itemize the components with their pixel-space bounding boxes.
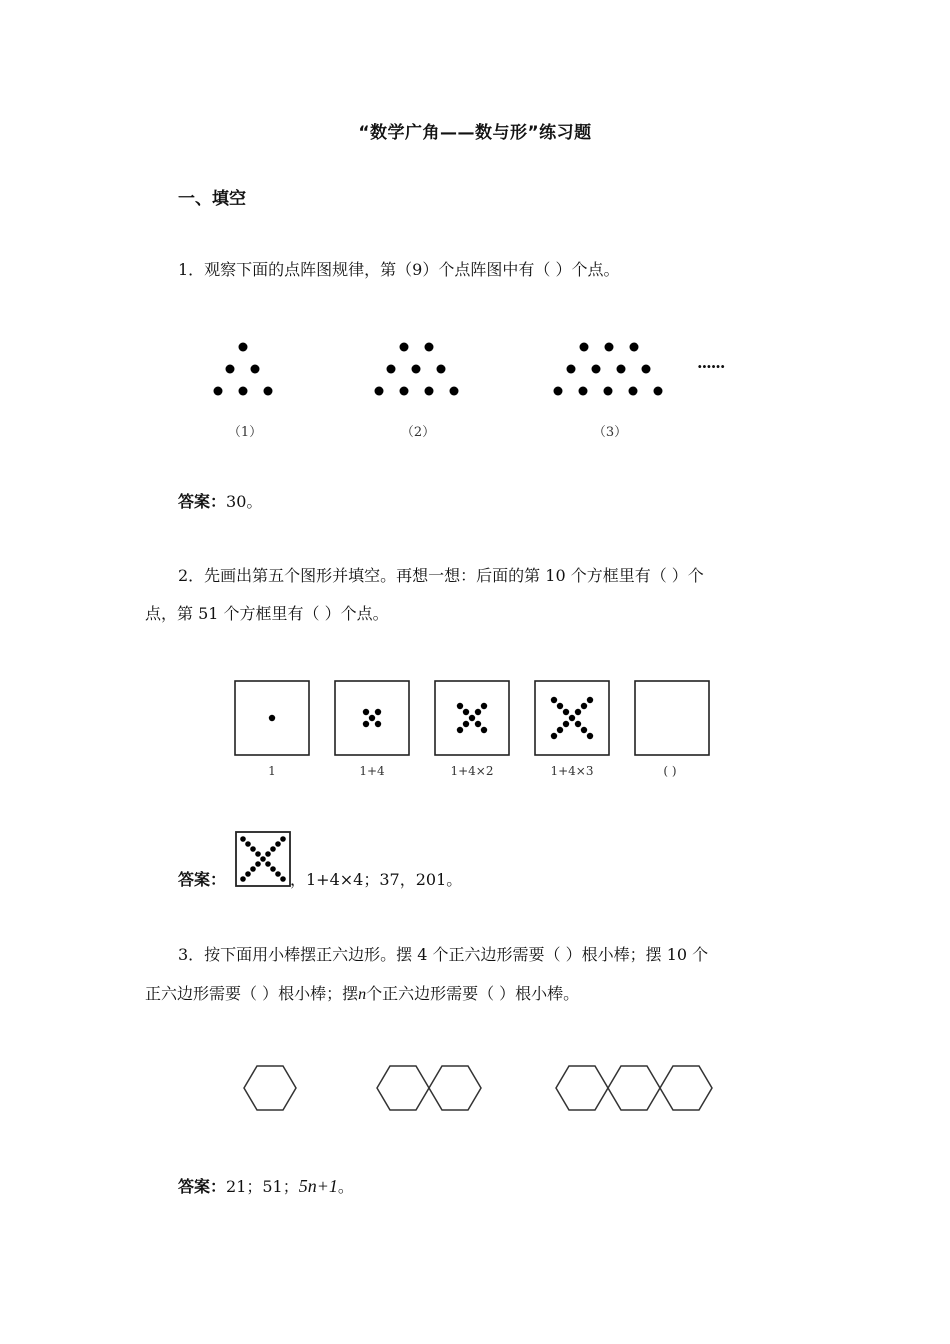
question-3-line-1: 3．按下面用小棒摆正六边形。摆 4 个正六边形需要（ ）根小棒；摆 10 个 bbox=[178, 945, 709, 964]
dot bbox=[437, 365, 446, 374]
q3-line2-part-b: 个正六边形需要（ ）根小棒。 bbox=[366, 984, 580, 1003]
dot bbox=[630, 343, 639, 352]
question-3-line-2 bbox=[145, 983, 579, 1006]
dot bbox=[214, 387, 223, 396]
dot bbox=[617, 365, 626, 374]
dot bbox=[604, 387, 613, 396]
box-label-2: 1+4 bbox=[359, 764, 385, 778]
dot bbox=[425, 387, 434, 396]
dot bbox=[226, 365, 235, 374]
dot bbox=[580, 343, 589, 352]
hexagon-figures bbox=[230, 1050, 730, 1130]
hexagon bbox=[660, 1066, 712, 1110]
answer-value: 21；51； bbox=[226, 1177, 299, 1196]
dot bbox=[592, 365, 601, 374]
answer-formula: 5n+1 bbox=[298, 1176, 338, 1196]
dot bbox=[387, 365, 396, 374]
answer-2-label bbox=[178, 869, 226, 891]
answer-1 bbox=[178, 491, 262, 513]
hexagon bbox=[244, 1066, 296, 1110]
dot bbox=[239, 343, 248, 352]
dot bbox=[400, 343, 409, 352]
dot bbox=[400, 387, 409, 396]
dot bbox=[450, 387, 459, 396]
variable-n: n bbox=[358, 986, 367, 1003]
dot bbox=[579, 387, 588, 396]
dot bbox=[654, 387, 663, 396]
question-2-line-1: 2．先画出第五个图形并填空。再想一想：后面的第 10 个方框里有（ ）个 bbox=[178, 566, 704, 585]
question-2-line-2: 点，第 51 个方框里有（ ）个点。 bbox=[145, 604, 389, 623]
ellipsis: ······ bbox=[697, 357, 725, 376]
answer-label: 答案： bbox=[178, 492, 227, 511]
dot bbox=[629, 387, 638, 396]
box-label-4: 1+4×3 bbox=[550, 764, 594, 778]
answer-label: 答案： bbox=[178, 870, 227, 889]
dot bbox=[425, 343, 434, 352]
figure-label-2: （2） bbox=[400, 425, 436, 440]
dot bbox=[554, 387, 563, 396]
hexagon bbox=[429, 1066, 481, 1110]
answer-label: 答案： bbox=[178, 1177, 227, 1196]
question-1-text: 1．观察下面的点阵图规律，第（9）个点阵图中有（ ）个点。 bbox=[178, 260, 620, 279]
dot bbox=[375, 387, 384, 396]
box-label-5: ( ) bbox=[663, 764, 677, 778]
dot bbox=[642, 365, 651, 374]
answer-end: 。 bbox=[337, 1177, 354, 1196]
hexagon bbox=[608, 1066, 660, 1110]
dot bbox=[567, 365, 576, 374]
answer-value: 30。 bbox=[226, 492, 263, 511]
dot bbox=[239, 387, 248, 396]
box-label-3: 1+4×2 bbox=[450, 764, 494, 778]
square-dot-figures bbox=[230, 676, 720, 760]
hexagon bbox=[556, 1066, 608, 1110]
box-label-1: 1 bbox=[268, 764, 276, 778]
answer-3 bbox=[178, 1175, 354, 1198]
square-box-5-empty bbox=[635, 681, 709, 755]
dot bbox=[605, 343, 614, 352]
answer-2-value: ，1+4×4；37，201。 bbox=[290, 870, 463, 889]
figure-label-3: （3） bbox=[592, 425, 628, 440]
q3-line2-part-a: 正六边形需要（ ）根小棒；摆 bbox=[145, 984, 359, 1003]
answer-square-figure bbox=[234, 830, 292, 888]
hexagon bbox=[377, 1066, 429, 1110]
figure-label-1: （1） bbox=[227, 425, 263, 440]
dot-triangle-figures bbox=[200, 330, 760, 410]
dot bbox=[264, 387, 273, 396]
page-title: “数学广角——数与形”练习题 bbox=[358, 123, 592, 143]
dot bbox=[412, 365, 421, 374]
section-heading: 一、填空 bbox=[178, 189, 246, 209]
dot bbox=[251, 365, 260, 374]
